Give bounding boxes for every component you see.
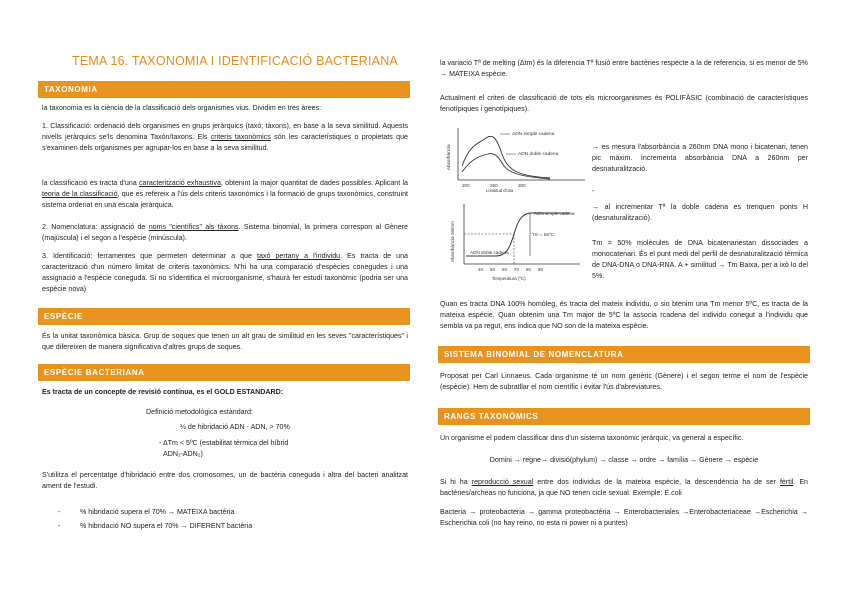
text-span: entre dos individus de la mateixa espècie, la descendència ha de ser: [533, 478, 780, 486]
fig1-dash: -: [592, 187, 595, 195]
section-header-taxonomia: TAXONOMIA: [38, 81, 410, 98]
fig1-ylabel: Absorbància: [446, 144, 451, 170]
fig2-tick: 40: [478, 267, 483, 272]
underlined-term: criteris taxonòmics: [210, 132, 271, 141]
underlined-term: taxó pertany a l'individu: [257, 252, 341, 260]
text-span: 3. Identificació: ferramentes que permeten determinar a que: [42, 252, 257, 260]
underlined-term: noms "científics" als tàxons: [148, 223, 239, 231]
section-header-rangs: RANGS TAXONÒMICS: [438, 408, 810, 425]
hybridization-paragraph: S'utilitza el percentatge d'hibridació entre dos cromosomes, un de bactèria coneguda i altra del bacteri analitzat ament de l'estudi.: [42, 471, 408, 490]
text-span: . En bactèries/archeas no funciona, ja que NO tenen cicle sexual. Exemple: E.coli: [440, 478, 808, 497]
text-span: la classificació es tracta d'una: [42, 179, 139, 187]
fig2-tick: 70: [514, 267, 519, 272]
fig2-label-tm: Tm = 56ºC: [532, 232, 554, 237]
fig2-tick: 90: [538, 267, 543, 272]
definition-delta-tm-cont: ADN₁-ADN₂): [163, 450, 203, 458]
fig2-tick: 50: [490, 267, 495, 272]
binomial-paragraph: Proposat per Carl Linnaeus. Cada organisme té un nom genèric (Gènere) i el segon terme el nom de l'espècie (espècie). Hem de subratllar el nom científic i evitar l'ús d'abreviatures.: [440, 372, 808, 391]
definition-hybridization: ½ de hibridació ADN - ADN, > 70%: [180, 423, 290, 431]
underlined-term: caracterització exhaustiva: [139, 179, 221, 187]
text-span: . Es tracta de una caracterització d'un número limitat de criteris taxonòmics. N'hi ha una comparació d'espècies conegudes i una assignació a l'espècie coneguda. Si no s'identifica el microorganisme, s'haurà fer estudi taxonòmic (podria ser una espècie nova): [42, 252, 408, 293]
bullet-different-bacteria: % hibridació NO supera el 70% → DIFERENT bactèria: [80, 522, 253, 530]
text-span: 1. Classificació: ordenació dels organismes en grups jeràrquics (taxó; tàxons), en base a la seva similitud. Aquests nivells jeràrquics se'ls denomina Taxón/taxons. Els: [42, 122, 408, 141]
fig1-label-mono: ADN simple cadena: [512, 132, 555, 137]
fig2-xlabel: Temperatura (ºC): [492, 276, 526, 281]
definition-delta-tm: - ΔTm < 5ºC (estabilitat tèrmica del híbrid: [159, 439, 289, 447]
fig1-note: → es mesura l'absorbància a 260nm DNA mono i bicatenari, tenen pic màxim. Incrementa absorbància DNA a 260nm per desnaturalització.: [592, 143, 808, 173]
taxonomia-identificacio: [42, 251, 408, 295]
section-header-especie-bacteriana: ESPÈCIE BACTERIANA: [38, 364, 410, 381]
dna-homology-paragraph: Quan es tracta DNA 100% homòleg, és tracta del mateix individu, o sio btenim una Tm menor 5ºC, es tracta de la mateixa espècie. Quan obtenim una Tm major de 5ºC la associa rcadena del individu conegut a l'individu que sembla va pa regut, ens indica que NO son de la mateixa espècie.: [440, 300, 808, 330]
text-span: , obtenint la major quantitat de dades possibles. Aplicant la: [220, 179, 408, 187]
fig2-label-bottom: ADN doble cadena: [470, 250, 509, 255]
underlined-term: reproducció sexual: [471, 478, 534, 486]
page-title: TEMA 16. TAXONOMIA I IDENTIFICACIÓ BACTERIANA: [72, 54, 398, 68]
section-header-especie: ESPÈCIE: [38, 308, 410, 325]
fig1-xlabel: Longitud d'ona: [486, 188, 514, 192]
polifasic-paragraph: Actualment el criteri de classificació de tots els microorganismes és POLIFÀSIC (combinació de característiques fenotípiques i genotípiques).: [440, 94, 808, 113]
underlined-term: fèrtil: [779, 478, 794, 486]
bullet-dash: -: [58, 508, 61, 516]
rangs-chain: Domini → regne→ divisió(phylum) → classe → ordre → família → Gènere → espècie: [489, 456, 759, 464]
definition-title: Definició metodològica estàndard:: [146, 408, 253, 416]
fig1-label-bi: ADN doble cadena: [518, 152, 559, 157]
especie-bacteriana-intro: Es tracta de un concepte de revisió contínua, es el GOLD ESTANDARD:: [42, 388, 284, 396]
taxonomia-intro: la taxonomia es la ciència de la classificació dels organismes vius. Dividim en tres àrees:: [42, 104, 322, 112]
text-span: . Sistema binomial, la primera correspon al Gènere (majúscula) i el segon a l'espècie (minúscula).: [42, 223, 408, 242]
fig2-tick: 60: [502, 267, 507, 272]
curve-double-strand: [462, 154, 550, 180]
delta-tm-paragraph: la variació Tª de melting (Δtm) és la diferencia Tª fusió entre bactèries respecte a la de referencia, si es menor de 5% → MATEIXA espècie.: [440, 59, 808, 78]
taxonomia-classificacio: [42, 121, 408, 154]
underlined-term: teoria de la classificació: [42, 189, 118, 198]
fig2-note: → al incrementar Tª la doble cadena es trenquen ponts H (desnaturalització).: [592, 203, 808, 222]
melting-curve-figure: [440, 198, 590, 290]
fig2-label-top: ADN simple cadena: [534, 211, 575, 216]
fig2-tick: 80: [526, 267, 531, 272]
curve-single-strand: [462, 136, 550, 178]
rangs-example: Bacteria → proteobacteria → gamma proteobactèria → Enterobacteriales →Enterobacteriaceae →Escherichia → Escherichia coli (no hay reino, no esta ni power ni a puntes): [440, 508, 808, 527]
bullet-dash: -: [58, 522, 61, 530]
fig1-tick: 250: [490, 183, 498, 188]
text-span: 2. Nomenclatura: assignació de: [42, 223, 149, 231]
text-span: , que es refereix a l'ús dels criteris taxonòmics i la formació de grups taxonòmics, construint sistema ordenat en una escala jeràrquica.: [42, 189, 408, 209]
bullet-same-bacteria: % hibridació supera el 70% → MATEIXA bactèria: [80, 508, 235, 516]
fig2-ylabel: Absorbància 260nm: [450, 221, 455, 262]
rangs-reproduction: [440, 477, 808, 499]
rangs-intro: Un organisme el podem classificar dins d'un sistema taxonòmic jeràrquic, va general a específic.: [440, 434, 744, 442]
taxonomia-caracteritzacio: [42, 178, 408, 211]
taxonomia-nomenclatura: [42, 222, 408, 244]
text-span: Si hi ha: [440, 478, 472, 486]
fig1-tick: 300: [518, 183, 526, 188]
text-span: són les característiques o propietats que s'examinen dels organismes per agrupar-los en base a la seva similitud.: [42, 132, 408, 152]
section-header-sistema-binomial: SISTEMA BINOMIAL DE NOMENCLATURA: [438, 346, 810, 363]
absorbance-spectrum-figure: [440, 124, 590, 192]
fig1-tick: 200: [462, 183, 470, 188]
especie-text: És la unitat taxonòmica bàsica. Grup de soques que tenen un alt grau de similitud en les seves "característiques" i que difereixen de manera significativa d'altres grups de soques.: [42, 332, 408, 351]
tm-explanation: Tm = 50% molècules de DNA bicatenariestan dissociades a monocatenari. És el punt medi del perfil de desnaturalització tèrmica de DNA-DNA o DNA-RNA. A + similitud → Tm Baixa, per a ixò lo del 5%.: [592, 239, 808, 280]
